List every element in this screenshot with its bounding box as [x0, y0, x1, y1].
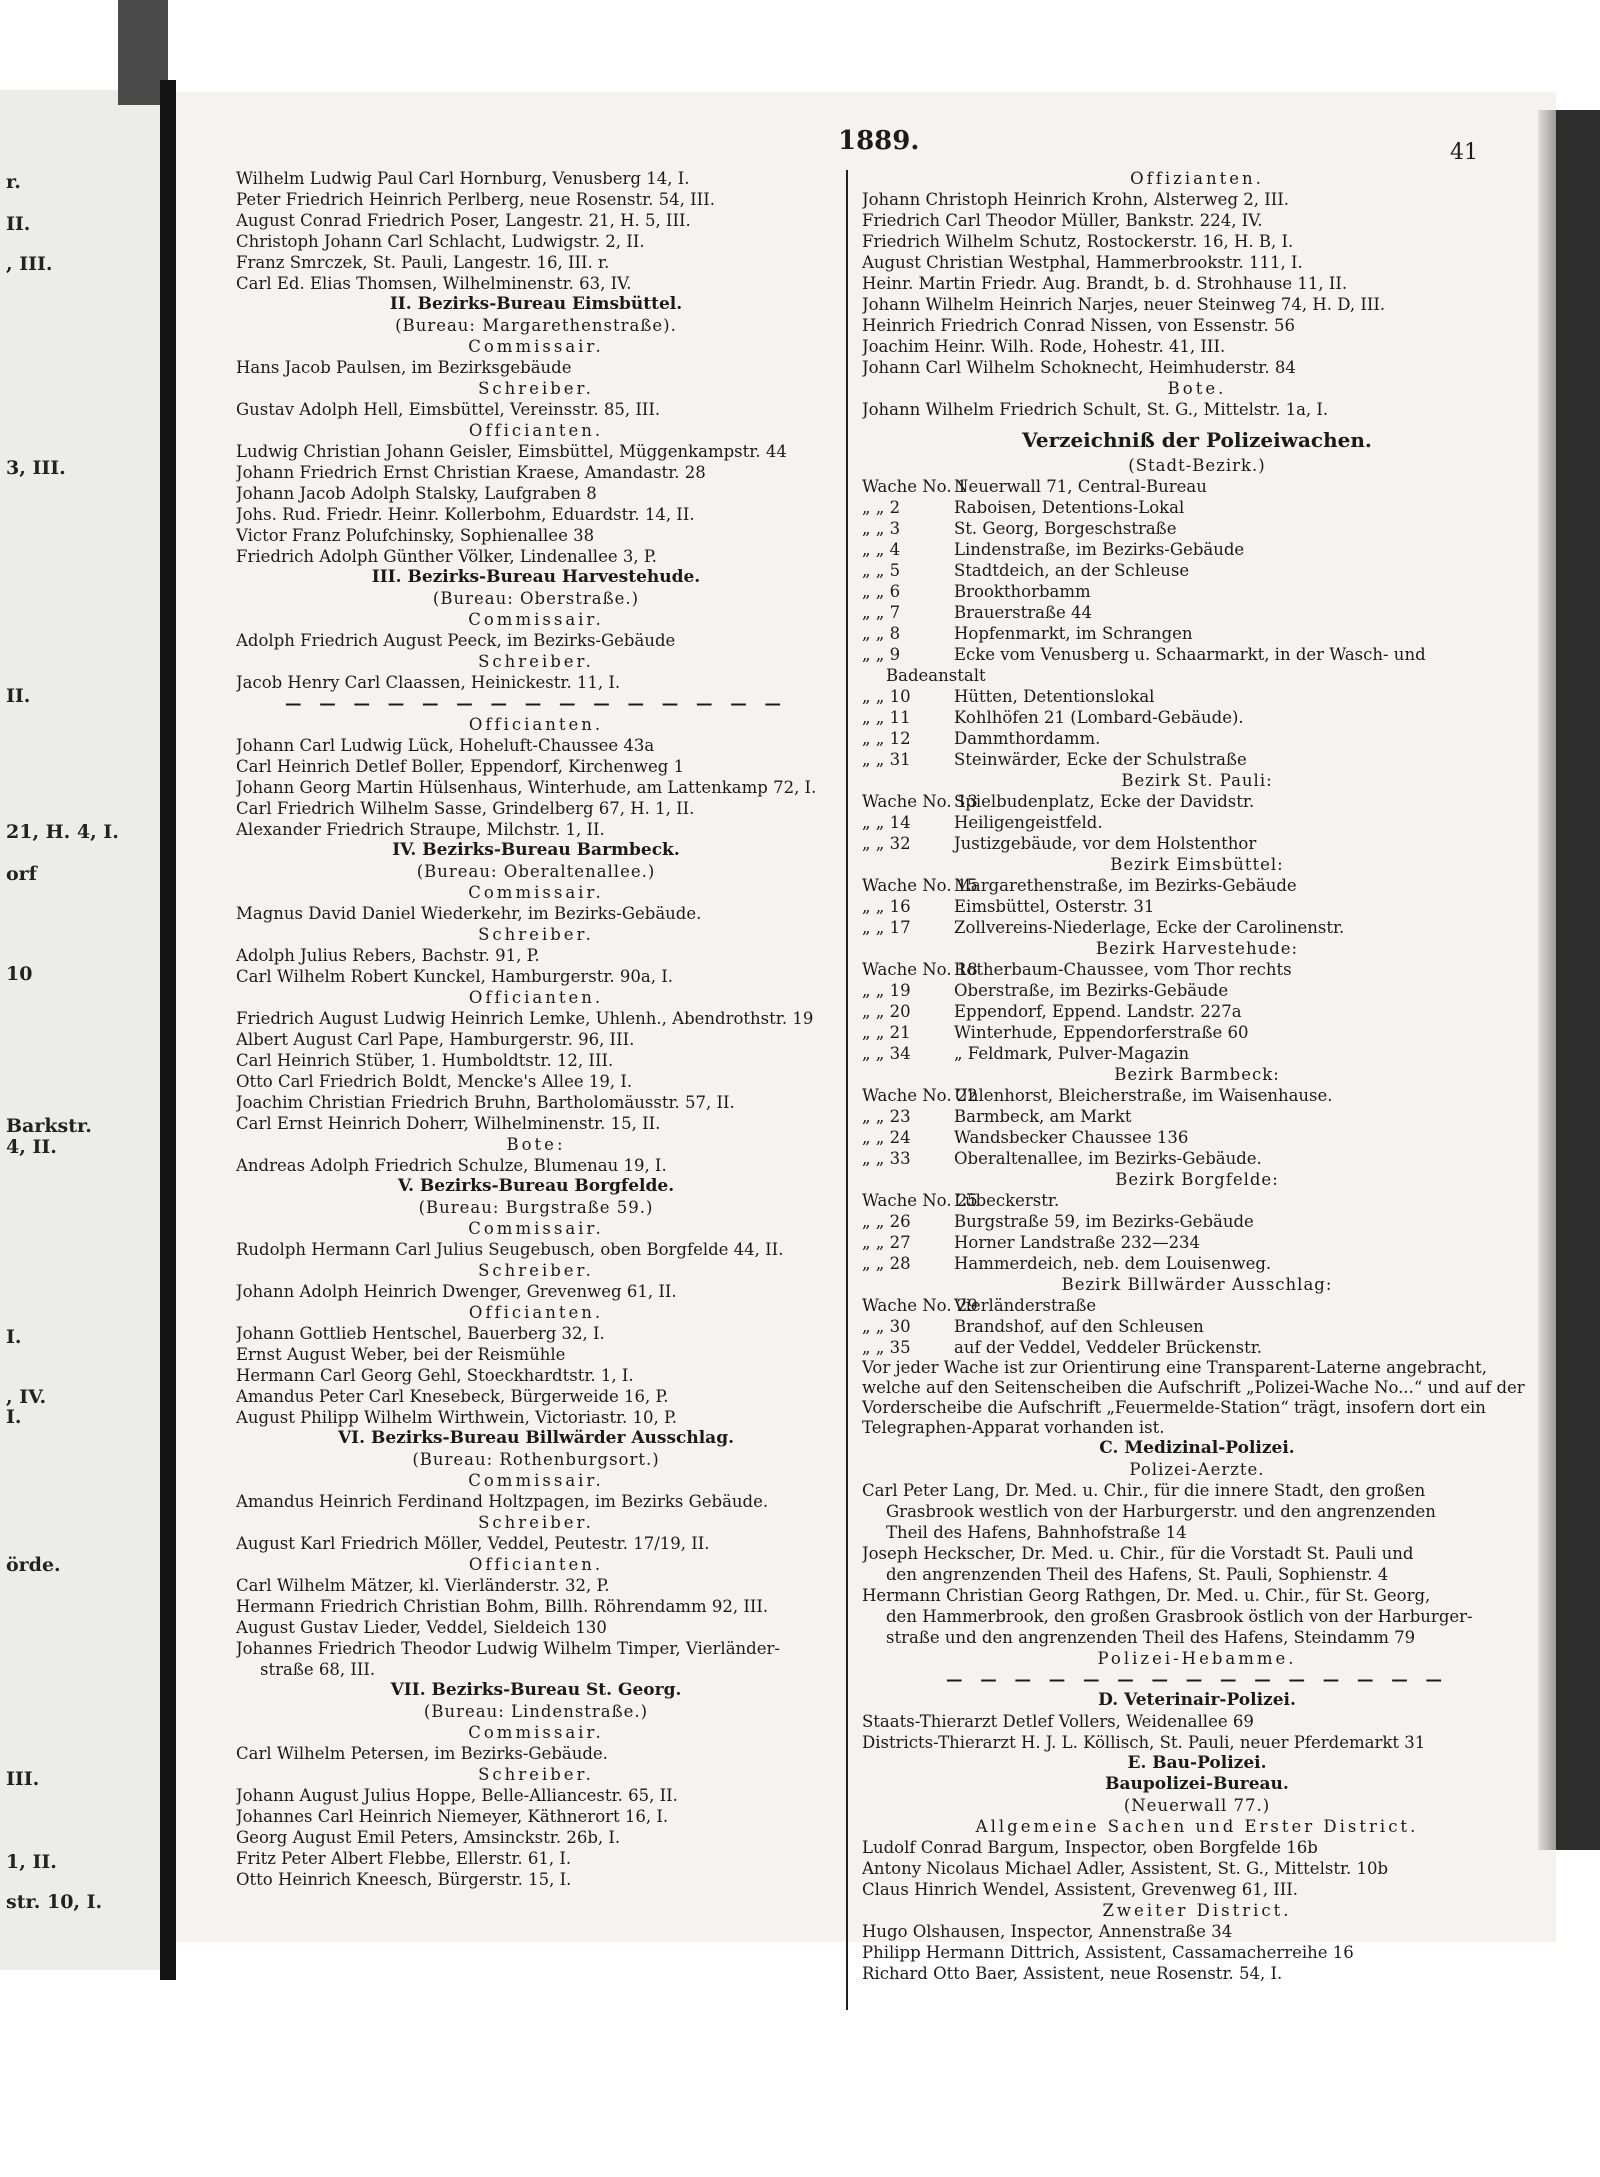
- station-address: Brandshof, auf den Schleusen: [954, 1317, 1204, 1336]
- entry-continuation: den Hammerbrook, den großen Grasbrook östlich von der Harburger-: [886, 1607, 1473, 1626]
- entry-line: Antony Nicolaus Michael Adler, Assistent, St. G., Mittelstr. 10b: [862, 1859, 1389, 1878]
- subheading: (Bureau: Oberstraße.): [432, 589, 640, 608]
- facing-page-fragment: orf: [6, 863, 37, 885]
- station-address: Brauerstraße 44: [954, 603, 1092, 622]
- role-heading: Commissair.: [468, 883, 604, 902]
- police-station-entry: [862, 1232, 1532, 1253]
- entry-line: Magnus David Daniel Wiederkehr, im Bezirks-Gebäude.: [236, 904, 702, 923]
- facing-page-fragment: 4, II.: [6, 1136, 57, 1158]
- station-address: Heiligengeistfeld.: [954, 813, 1103, 832]
- role-heading: Officianten.: [468, 421, 604, 440]
- entry-line: Alexander Friedrich Straupe, Milchstr. 1, II.: [236, 820, 605, 839]
- section-heading: II. Bezirks-Bureau Eimsbüttel.: [389, 294, 683, 314]
- section-heading: E. Bau-Polizei.: [1127, 1753, 1267, 1773]
- entry-line: Wilhelm Ludwig Paul Carl Hornburg, Venusberg 14, I.: [236, 169, 690, 188]
- entry-continuation: Badeanstalt: [886, 666, 986, 685]
- entry-line: Philipp Hermann Dittrich, Assistent, Cassamacherreihe 16: [862, 1943, 1354, 1962]
- station-address: Steinwärder, Ecke der Schulstraße: [954, 750, 1247, 769]
- subheading: Bezirk Eimsbüttel:: [1110, 855, 1284, 874]
- police-station-entry: [862, 560, 1532, 581]
- station-address: Vierländerstraße: [954, 1296, 1097, 1315]
- entry-line: Districts-Thierarzt H. J. L. Köllisch, St. Pauli, neuer Pferdemarkt 31: [862, 1733, 1426, 1752]
- page-number: 41: [1450, 140, 1478, 165]
- entry-line: Friedrich Wilhelm Schutz, Rostockerstr. 16, H. B, I.: [862, 232, 1294, 251]
- subheading: Bezirk Harvestehude:: [1095, 939, 1299, 958]
- section-heading: VII. Bezirks-Bureau St. Georg.: [390, 1680, 682, 1700]
- entry-line: Johann Carl Ludwig Lück, Hoheluft-Chaussee 43a: [236, 736, 655, 755]
- subheading: Bezirk St. Pauli:: [1121, 771, 1273, 790]
- police-station-entry: [862, 728, 1532, 749]
- subheading: (Bureau: Burgstraße 59.): [418, 1198, 654, 1217]
- police-station-entry: [862, 980, 1532, 1001]
- entry-line: Georg August Emil Peters, Amsinckstr. 26b, I.: [236, 1828, 621, 1847]
- entry-line: Johs. Rud. Friedr. Heinr. Kollerbohm, Eduardstr. 14, II.: [236, 505, 695, 524]
- police-station-entry: [862, 1295, 1532, 1316]
- role-heading: Polizei-Hebamme.: [1097, 1649, 1297, 1668]
- entry-line: Johann Wilhelm Heinrich Narjes, neuer Steinweg 74, H. D, III.: [862, 295, 1386, 314]
- station-address: Lübeckerstr.: [954, 1191, 1060, 1210]
- station-number: „ „ 21: [862, 1023, 911, 1042]
- station-address: Hammerdeich, neb. dem Louisenweg.: [954, 1254, 1272, 1273]
- entry-line: Richard Otto Baer, Assistent, neue Rosenstr. 54, I.: [862, 1964, 1283, 1983]
- station-address: Rotherbaum-Chaussee, vom Thor rechts: [954, 960, 1292, 979]
- entry-line: August Karl Friedrich Möller, Veddel, Peutestr. 17/19, II.: [236, 1534, 710, 1553]
- section-heading: III. Bezirks-Bureau Harvestehude.: [371, 567, 701, 587]
- facing-page-fragment: 3, III.: [6, 457, 66, 479]
- section-heading: V. Bezirks-Bureau Borgfelde.: [397, 1176, 675, 1196]
- subheading: (Bureau: Oberaltenallee.): [416, 862, 656, 881]
- police-station-entry: [862, 749, 1532, 770]
- station-number: „ „ 12: [862, 729, 911, 748]
- entry-line: Johannes Friedrich Theodor Ludwig Wilhelm Timper, Vierländer-: [236, 1639, 780, 1658]
- role-heading: Commissair.: [468, 1219, 604, 1238]
- subheading: Bezirk Billwärder Ausschlag:: [1061, 1275, 1333, 1294]
- station-number: „ „ 17: [862, 918, 911, 937]
- entry-line: Claus Hinrich Wendel, Assistent, Grevenweg 61, III.: [862, 1880, 1299, 1899]
- facing-page-fragment: r.: [6, 171, 21, 193]
- station-address: St. Georg, Borgeschstraße: [954, 519, 1177, 538]
- station-address: Horner Landstraße 232—234: [954, 1233, 1201, 1252]
- station-address: Neuerwall 71, Central-Bureau: [954, 477, 1207, 496]
- station-number: Wache No. 15: [862, 876, 978, 895]
- entry-line: Carl Wilhelm Petersen, im Bezirks-Gebäude.: [236, 1744, 608, 1763]
- station-number: Wache No. 25: [862, 1191, 978, 1210]
- station-number: Wache No. 13: [862, 792, 978, 811]
- station-address: Oberstraße, im Bezirks-Gebäude: [954, 981, 1229, 1000]
- lantern-note: Vor jeder Wache ist zur Orientirung eine Transparent-Laterne angebracht, welche auf den Seitenscheiben die Aufschrift „Polizei-Wache No...“ und auf der Vorderscheibe die Aufschrift „Feuermelde-Station“ trägt, insofern dort ein Telegraphen-Apparat vorhanden ist.: [862, 1358, 1525, 1437]
- dashed-rule: — — — — — — — — — — — — — — —: [285, 694, 787, 713]
- entry-line: Christoph Johann Carl Schlacht, Ludwigstr. 2, II.: [236, 232, 645, 251]
- entry-line: Franz Smrczek, St. Pauli, Langestr. 16, III. r.: [236, 253, 610, 272]
- column-divider: [846, 170, 848, 2010]
- station-address: Dammthordamm.: [954, 729, 1101, 748]
- entry-line: Hermann Carl Georg Gehl, Stoeckhardtstr. 1, I.: [236, 1366, 634, 1385]
- subheading: (Bureau: Lindenstraße.): [423, 1702, 649, 1721]
- entry-line: Otto Heinrich Kneesch, Bürgerstr. 15, I.: [236, 1870, 572, 1889]
- entry-line: Hans Jacob Paulsen, im Bezirksgebäude: [236, 358, 572, 377]
- role-heading: Officianten.: [468, 715, 604, 734]
- facing-page-fragment: , IV.: [6, 1386, 47, 1408]
- entry-line: Johann Adolph Heinrich Dwenger, Grevenweg 61, II.: [236, 1282, 677, 1301]
- police-station-entry: [862, 602, 1532, 623]
- facing-page-fragment: 1, II.: [6, 1851, 57, 1873]
- entry-line: Johann Friedrich Ernst Christian Kraese, Amandastr. 28: [236, 463, 706, 482]
- police-station-entry: [862, 875, 1532, 896]
- role-heading: Zweiter District.: [1102, 1901, 1292, 1920]
- police-station-entry: [862, 1085, 1532, 1106]
- police-station-entry: [862, 791, 1532, 812]
- station-address: Margarethenstraße, im Bezirks-Gebäude: [954, 876, 1297, 895]
- entry-line: Joseph Heckscher, Dr. Med. u. Chir., für die Vorstadt St. Pauli und: [862, 1544, 1414, 1563]
- station-number: „ „ 9: [862, 645, 901, 664]
- subheading: (Bureau: Rothenburgsort.): [412, 1450, 660, 1469]
- facing-page-fragment: I.: [6, 1406, 22, 1428]
- entry-line: August Gustav Lieder, Veddel, Sieldeich 130: [236, 1618, 607, 1637]
- police-station-entry: [862, 581, 1532, 602]
- entry-line: Carl Wilhelm Robert Kunckel, Hamburgerstr. 90a, I.: [236, 967, 674, 986]
- station-address: Uhlenhorst, Bleicherstraße, im Waisenhause.: [954, 1086, 1333, 1105]
- station-number: „ „ 20: [862, 1002, 911, 1021]
- station-number: „ „ 7: [862, 603, 901, 622]
- right-column: [862, 168, 1532, 1984]
- entry-line: Heinrich Friedrich Conrad Nissen, von Essenstr. 56: [862, 316, 1295, 335]
- role-heading: Schreiber.: [478, 1765, 594, 1784]
- police-station-entry: [862, 539, 1532, 560]
- station-number: „ „ 3: [862, 519, 901, 538]
- facing-page-strip: [0, 90, 160, 1970]
- entry-line: Friedrich August Ludwig Heinrich Lemke, Uhlenh., Abendrothstr. 19: [236, 1009, 814, 1028]
- police-station-entry: [862, 1211, 1532, 1232]
- entry-line: Carl Heinrich Detlef Boller, Eppendorf, Kirchenweg 1: [236, 757, 685, 776]
- entry-line: Johann Georg Martin Hülsenhaus, Winterhude, am Lattenkamp 72, I.: [236, 778, 817, 797]
- police-station-entry: [862, 1190, 1532, 1211]
- facing-page-fragment: 21, H. 4, I.: [6, 821, 119, 843]
- station-number: „ „ 31: [862, 750, 911, 769]
- subheading: Bezirk Borgfelde:: [1115, 1170, 1279, 1189]
- station-address: „ Feldmark, Pulver-Magazin: [954, 1044, 1190, 1063]
- station-address: Hütten, Detentionslokal: [954, 687, 1155, 706]
- entry-line: Rudolph Hermann Carl Julius Seugebusch, oben Borgfelde 44, II.: [236, 1240, 784, 1259]
- station-number: „ „ 4: [862, 540, 901, 559]
- entry-line: Gustav Adolph Hell, Eimsbüttel, Vereinsstr. 85, III.: [236, 400, 661, 419]
- entry-line: Peter Friedrich Heinrich Perlberg, neue Rosenstr. 54, III.: [236, 190, 715, 209]
- entry-line: Hermann Christian Georg Rathgen, Dr. Med. u. Chir., für St. Georg,: [862, 1586, 1431, 1605]
- station-number: „ „ 32: [862, 834, 911, 853]
- role-heading: Officianten.: [468, 1303, 604, 1322]
- station-number: „ „ 27: [862, 1233, 911, 1252]
- police-station-entry: [862, 917, 1532, 938]
- station-number: „ „ 6: [862, 582, 901, 601]
- book-spine: [160, 80, 176, 1980]
- station-address: Burgstraße 59, im Bezirks-Gebäude: [954, 1212, 1254, 1231]
- role-heading: Commissair.: [468, 337, 604, 356]
- entry-line: August Philipp Wilhelm Wirthwein, Victoriastr. 10, P.: [236, 1408, 678, 1427]
- role-heading: Offizianten.: [1130, 169, 1264, 188]
- section-heading: C. Medizinal-Polizei.: [1099, 1438, 1295, 1458]
- section-title: Verzeichniß der Polizeiwachen.: [1022, 430, 1372, 451]
- police-station-entry: [862, 959, 1532, 980]
- police-station-entry: [862, 623, 1532, 644]
- role-heading: Schreiber.: [478, 1513, 594, 1532]
- station-number: „ „ 24: [862, 1128, 911, 1147]
- entry-line: Heinr. Martin Friedr. Aug. Brandt, b. d. Strohhause 11, II.: [862, 274, 1348, 293]
- station-address: Raboisen, Detentions-Lokal: [954, 498, 1185, 517]
- facing-page-fragment: örde.: [6, 1554, 61, 1576]
- entry-line: Ernst August Weber, bei der Reismühle: [236, 1345, 566, 1364]
- station-address: Barmbeck, am Markt: [954, 1107, 1132, 1126]
- role-heading: Officianten.: [468, 988, 604, 1007]
- role-heading: Officianten.: [468, 1555, 604, 1574]
- role-heading: Commissair.: [468, 1471, 604, 1490]
- police-station-entry: [862, 1127, 1532, 1148]
- station-number: „ „ 19: [862, 981, 911, 1000]
- entry-line: Staats-Thierarzt Detlef Vollers, Weidenallee 69: [862, 1712, 1254, 1731]
- entry-line: Johann Carl Wilhelm Schoknecht, Heimhuderstr. 84: [862, 358, 1296, 377]
- station-number: „ „ 26: [862, 1212, 911, 1231]
- station-address: Lindenstraße, im Bezirks-Gebäude: [954, 540, 1245, 559]
- police-station-entry: [862, 1337, 1532, 1358]
- station-number: „ „ 23: [862, 1107, 911, 1126]
- station-address: Eppendorf, Eppend. Landstr. 227a: [954, 1002, 1242, 1021]
- station-number: „ „ 33: [862, 1149, 911, 1168]
- entry-line: August Conrad Friedrich Poser, Langestr. 21, H. 5, III.: [236, 211, 691, 230]
- police-station-entry: [862, 1106, 1532, 1127]
- role-heading: Commissair.: [468, 1723, 604, 1742]
- facing-page-fragment: I.: [6, 1326, 22, 1348]
- entry-line: Joachim Heinr. Wilh. Rode, Hohestr. 41, III.: [862, 337, 1226, 356]
- entry-line: Carl Ernst Heinrich Doherr, Wilhelminenstr. 15, II.: [236, 1114, 661, 1133]
- role-heading: Bote:: [506, 1135, 566, 1154]
- station-number: „ „ 11: [862, 708, 911, 727]
- station-address: Brookthorbamm: [954, 582, 1091, 601]
- entry-line: Ludolf Conrad Bargum, Inspector, oben Borgfelde 16b: [862, 1838, 1318, 1857]
- station-address: Eimsbüttel, Osterstr. 31: [954, 897, 1155, 916]
- entry-line: Ludwig Christian Johann Geisler, Eimsbüttel, Müggenkampstr. 44: [236, 442, 787, 461]
- station-address: Stadtdeich, an der Schleuse: [954, 561, 1190, 580]
- entry-line: Hermann Friedrich Christian Bohm, Billh. Röhrendamm 92, III.: [236, 1597, 769, 1616]
- station-address: Wandsbecker Chaussee 136: [954, 1128, 1189, 1147]
- role-heading: Bote.: [1167, 379, 1227, 398]
- entry-line: Johann Jacob Adolph Stalsky, Laufgraben 8: [236, 484, 597, 503]
- station-number: „ „ 2: [862, 498, 901, 517]
- entry-continuation: straße und den angrenzenden Theil des Hafens, Steindamm 79: [886, 1628, 1416, 1647]
- entry-line: Friedrich Carl Theodor Müller, Bankstr. 224, IV.: [862, 211, 1263, 230]
- role-heading: Allgemeine Sachen und Erster District.: [975, 1817, 1419, 1836]
- station-address: Kohlhöfen 21 (Lombard-Gebäude).: [954, 708, 1244, 727]
- station-address: Spielbudenplatz, Ecke der Davidstr.: [954, 792, 1255, 811]
- entry-line: Johann August Julius Hoppe, Belle-Alliancestr. 65, II.: [236, 1786, 678, 1805]
- station-address: Ecke vom Venusberg u. Schaarmarkt, in der Wasch- und: [954, 645, 1426, 664]
- facing-page-fragment: II.: [6, 685, 31, 707]
- police-station-entry: [862, 707, 1532, 728]
- role-heading: Schreiber.: [478, 652, 594, 671]
- police-station-entry: [862, 686, 1532, 707]
- station-number: „ „ 14: [862, 813, 911, 832]
- entry-line: Joachim Christian Friedrich Bruhn, Bartholomäusstr. 57, II.: [236, 1093, 735, 1112]
- station-number: Wache No. 29: [862, 1296, 978, 1315]
- entry-line: Adolph Julius Rebers, Bachstr. 91, P.: [236, 946, 540, 965]
- station-number: „ „ 30: [862, 1317, 911, 1336]
- facing-page-fragment: III.: [6, 1768, 40, 1790]
- subheading: (Bureau: Margarethenstraße).: [395, 316, 677, 335]
- station-address: auf der Veddel, Veddeler Brückenstr.: [954, 1338, 1263, 1357]
- entry-continuation: den angrenzenden Theil des Hafens, St. Pauli, Sophienstr. 4: [886, 1565, 1389, 1584]
- station-number: „ „ 5: [862, 561, 901, 580]
- police-station-entry: [862, 518, 1532, 539]
- police-station-entry: [862, 1022, 1532, 1043]
- left-column: [236, 168, 836, 1890]
- subheading: Bezirk Barmbeck:: [1114, 1065, 1280, 1084]
- police-station-entry: [862, 1001, 1532, 1022]
- entry-line: Carl Wilhelm Mätzer, kl. Vierländerstr. 32, P.: [236, 1576, 610, 1595]
- station-address: Zollvereins-Niederlage, Ecke der Carolinenstr.: [954, 918, 1345, 937]
- role-heading: Schreiber.: [478, 379, 594, 398]
- entry-line: Albert August Carl Pape, Hamburgerstr. 96, III.: [236, 1030, 635, 1049]
- dashed-rule: — — — — — — — — — — — — — — —: [946, 1670, 1448, 1689]
- scan-shadow-right: [1556, 110, 1600, 1850]
- entry-line: Victor Franz Polufchinsky, Sophienallee 38: [236, 526, 595, 545]
- police-station-entry: [862, 1316, 1532, 1337]
- station-number: Wache No. 22: [862, 1086, 978, 1105]
- police-station-entry: [862, 812, 1532, 833]
- section-heading: Baupolizei-Bureau.: [1105, 1774, 1289, 1794]
- entry-line: Adolph Friedrich August Peeck, im Bezirks-Gebäude: [236, 631, 676, 650]
- police-station-entry: [862, 1148, 1532, 1169]
- station-number: Wache No. 1: [862, 477, 968, 496]
- entry-continuation: Grasbrook westlich von der Harburgerstr. und den angrenzenden: [886, 1502, 1436, 1521]
- station-number: „ „ 35: [862, 1338, 911, 1357]
- subheading: (Neuerwall 77.): [1123, 1796, 1271, 1815]
- station-number: Wache No. 18: [862, 960, 978, 979]
- police-station-entry: [862, 1253, 1532, 1274]
- facing-page-fragment: , III.: [6, 253, 53, 275]
- entry-line: Amandus Heinrich Ferdinand Holtzpagen, im Bezirks Gebäude.: [236, 1492, 769, 1511]
- police-station-entry: [862, 896, 1532, 917]
- entry-line: Jacob Henry Carl Claassen, Heinickestr. 11, I.: [236, 673, 621, 692]
- facing-page-fragment: 10: [6, 963, 33, 985]
- role-heading: Schreiber.: [478, 1261, 594, 1280]
- station-address: Justizgebäude, vor dem Holstenthor: [954, 834, 1257, 853]
- entry-line: Johann Wilhelm Friedrich Schult, St. G., Mittelstr. 1a, I.: [862, 400, 1329, 419]
- entry-continuation: Theil des Hafens, Bahnhofstraße 14: [886, 1523, 1187, 1542]
- police-station-entry: [862, 644, 1532, 665]
- police-station-entry: [862, 1043, 1532, 1064]
- section-heading: IV. Bezirks-Bureau Barmbeck.: [392, 840, 680, 860]
- entry-line: Carl Ed. Elias Thomsen, Wilhelminenstr. 63, IV.: [236, 274, 632, 293]
- entry-continuation: straße 68, III.: [260, 1660, 376, 1679]
- police-station-entry: [862, 833, 1532, 854]
- station-address: Oberaltenallee, im Bezirks-Gebäude.: [954, 1149, 1262, 1168]
- station-address: Hopfenmarkt, im Schrangen: [954, 624, 1193, 643]
- police-station-entry: [862, 497, 1532, 518]
- entry-line: Johannes Carl Heinrich Niemeyer, Käthnerort 16, I.: [236, 1807, 669, 1826]
- role-heading: Commissair.: [468, 610, 604, 629]
- station-number: „ „ 28: [862, 1254, 911, 1273]
- subheading: (Stadt-Bezirk.): [1128, 456, 1266, 475]
- facing-page-fragment: Barkstr.: [6, 1115, 92, 1137]
- entry-line: Johann Christoph Heinrich Krohn, Alsterweg 2, III.: [862, 190, 1290, 209]
- entry-line: Andreas Adolph Friedrich Schulze, Blumenau 19, I.: [236, 1156, 667, 1175]
- entry-line: Fritz Peter Albert Flebbe, Ellerstr. 61, I.: [236, 1849, 572, 1868]
- section-heading: D. Veterinair-Polizei.: [1098, 1690, 1296, 1710]
- entry-line: Friedrich Adolph Günther Völker, Lindenallee 3, P.: [236, 547, 657, 566]
- facing-page-fragment: str. 10, I.: [6, 1891, 103, 1913]
- entry-line: Carl Heinrich Stüber, 1. Humboldtstr. 12, III.: [236, 1051, 614, 1070]
- entry-line: Johann Gottlieb Hentschel, Bauerberg 32, I.: [236, 1324, 605, 1343]
- entry-line: Hugo Olshausen, Inspector, Annenstraße 34: [862, 1922, 1233, 1941]
- station-number: „ „ 16: [862, 897, 911, 916]
- role-heading: Schreiber.: [478, 925, 594, 944]
- section-heading: VI. Bezirks-Bureau Billwärder Ausschlag.: [337, 1428, 735, 1448]
- page-year: 1889.: [838, 126, 920, 156]
- station-number: „ „ 10: [862, 687, 911, 706]
- entry-line: Carl Peter Lang, Dr. Med. u. Chir., für die innere Stadt, den großen: [862, 1481, 1426, 1500]
- entry-line: Carl Friedrich Wilhelm Sasse, Grindelberg 67, H. 1, II.: [236, 799, 695, 818]
- entry-line: Otto Carl Friedrich Boldt, Mencke's Allee 19, I.: [236, 1072, 633, 1091]
- entry-line: August Christian Westphal, Hammerbrookstr. 111, I.: [862, 253, 1303, 272]
- police-station-entry: [862, 476, 1532, 497]
- station-address: Winterhude, Eppendorferstraße 60: [954, 1023, 1249, 1042]
- page-edge-shade: [1538, 110, 1556, 1850]
- station-number: „ „ 8: [862, 624, 901, 643]
- entry-line: Amandus Peter Carl Knesebeck, Bürgerweide 16, P.: [236, 1387, 669, 1406]
- subheading: Polizei-Aerzte.: [1129, 1460, 1265, 1479]
- station-number: „ „ 34: [862, 1044, 911, 1063]
- facing-page-fragment: II.: [6, 213, 31, 235]
